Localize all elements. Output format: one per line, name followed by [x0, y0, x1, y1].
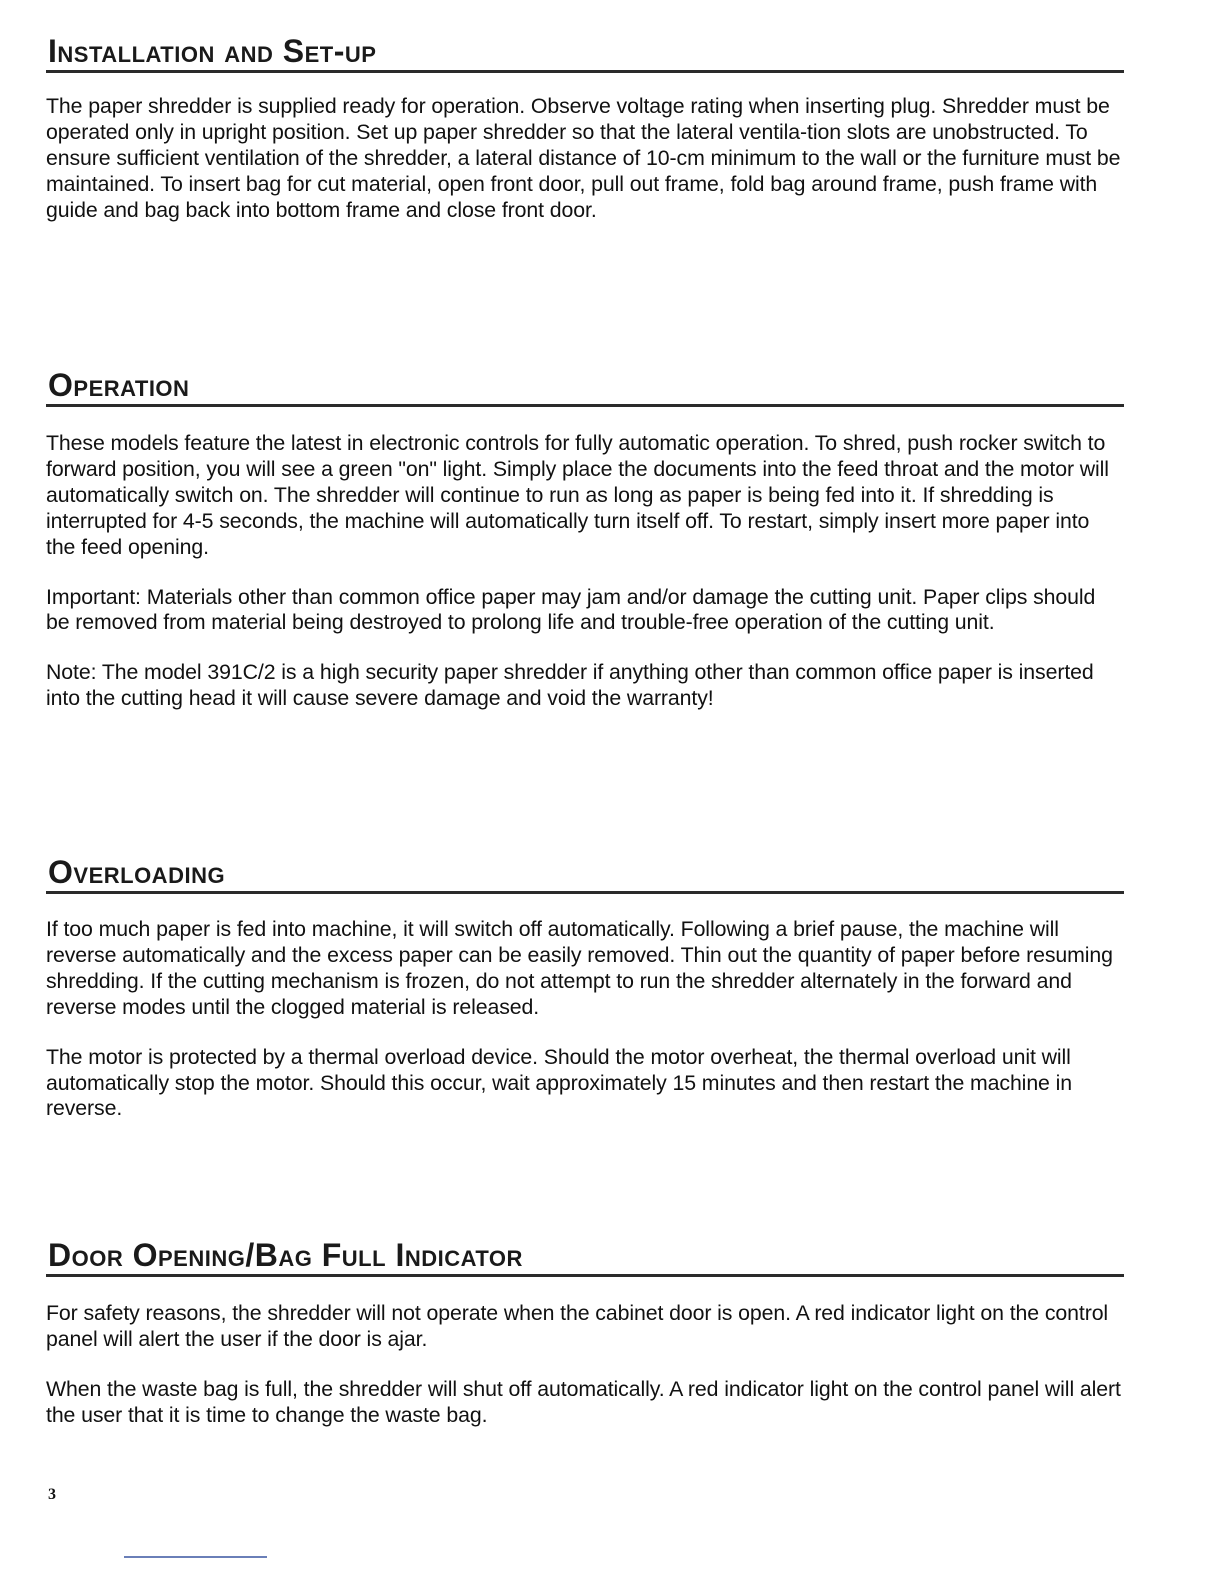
heading-rule [46, 70, 1124, 73]
footer-line [124, 1556, 267, 1558]
paragraph: Important: Materials other than common office paper may jam and/or damage the cutting unit. Paper clips should be removed from material being destroyed to prolong life and trouble-free operation of the cutting unit. [46, 584, 1096, 635]
paragraph: For safety reasons, the shredder will not operate when the cabinet door is open. A red indicator light on the control panel will alert the user if the door is ajar. [46, 1301, 1109, 1351]
section-body [46, 1301, 1124, 1429]
section-body [46, 94, 1124, 224]
section-body [46, 431, 1124, 712]
section-installation [46, 32, 1124, 224]
heading-rule [46, 1274, 1124, 1277]
paragraph: The paper shredder is supplied ready for operation. Observe voltage rating when inserting plug. Shredder must be operated only in upright position. Set up paper shredder so that the lateral ventila-tion slots are unobstructed. To ensure sufficient ventilation of the shredder, a lateral distance of 10-cm minimum to the wall or the furniture must be maintained. To insert bag for cut material, open front door, pull out frame, fold bag around frame, push frame with guide and bag back into bottom frame and close front door. [46, 94, 1121, 222]
paragraph: These models feature the latest in electronic controls for fully automatic operation. To shred, push rocker switch to forward position, you will see a green "on" light. Simply place the documents into the feed throat and the motor will automatically switch on. The shredder will continue to run as long as paper is being fed into it. If shredding is interrupted for 4-5 seconds, the machine will automatically turn itself off. To restart, simply insert more paper into the feed opening. [46, 431, 1109, 559]
heading-overloading: Overloading [48, 854, 226, 890]
page-number: 3 [48, 1486, 56, 1503]
section-overloading [46, 853, 1124, 1122]
section-door-indicator [46, 1236, 1124, 1429]
heading-operation: Operation [48, 367, 190, 403]
heading-installation: Installation and Set-up [48, 33, 377, 69]
paragraph: Note: The model 391C/2 is a high security paper shredder if anything other than common office paper is inserted into the cutting head it will cause severe damage and void the warranty! [46, 660, 1094, 711]
section-body [46, 917, 1124, 1122]
heading-rule [46, 891, 1124, 894]
heading-door-indicator: Door Opening/Bag Full Indicator [48, 1237, 523, 1273]
heading-rule [46, 404, 1124, 407]
section-operation [46, 366, 1124, 712]
paragraph: If too much paper is fed into machine, it will switch off automatically. Following a brief pause, the machine will reverse automatically and the excess paper can be easily removed. Thin out the quantity of paper before resuming shredding. If the cutting mechanism is frozen, do not attempt to run the shredder alternately in the forward and reverse modes until the clogged material is released. [46, 917, 1113, 1019]
paragraph: When the waste bag is full, the shredder will shut off automatically. A red indicator light on the control panel will alert the user that it is time to change the waste bag. [46, 1376, 1121, 1427]
paragraph: The motor is protected by a thermal overload device. Should the motor overheat, the thermal overload unit will automatically stop the motor. Should this occur, wait approximately 15 minutes and then restart the machine in reverse. [46, 1044, 1072, 1121]
